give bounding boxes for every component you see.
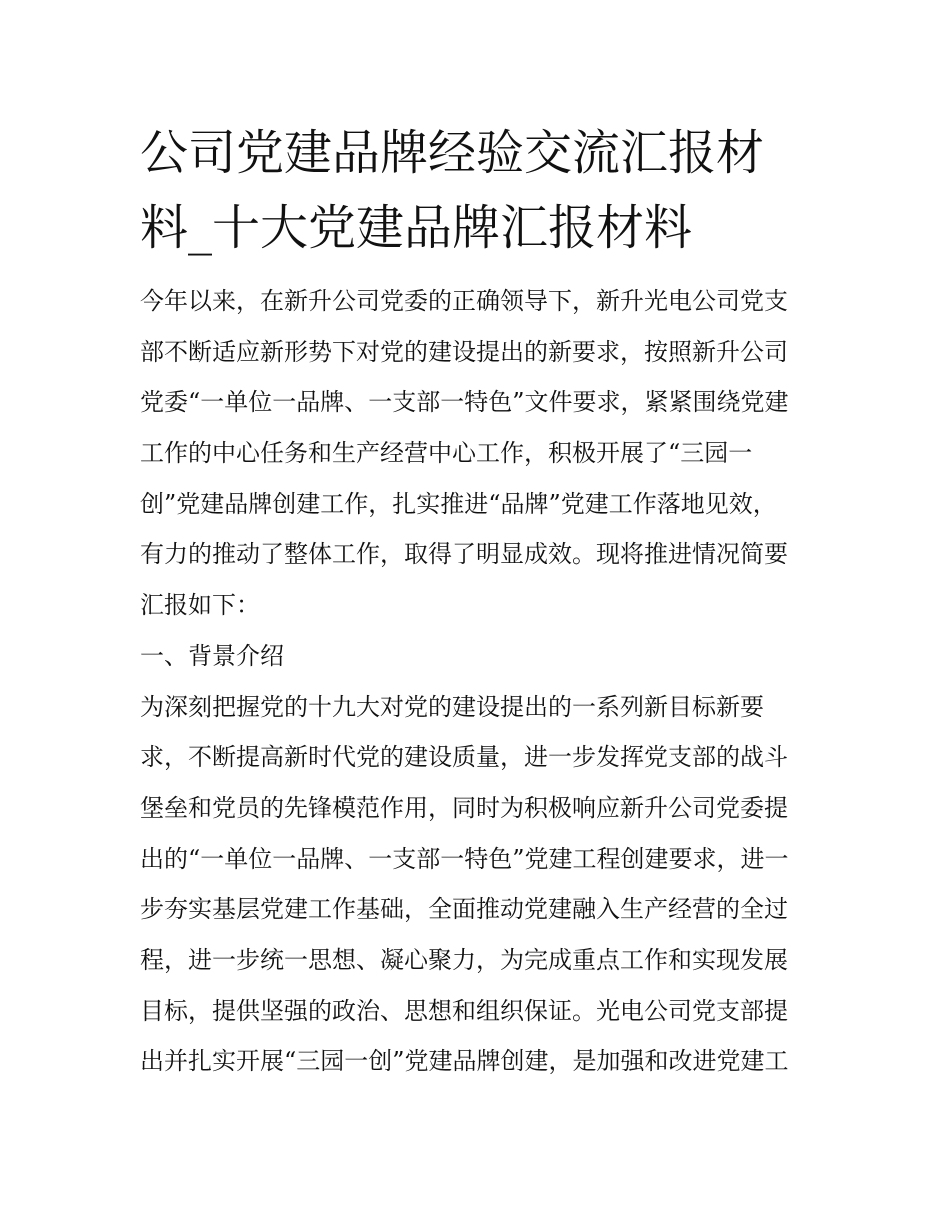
body-line: 程，进一步统一思想、凝心聚力，为完成重点工作和实现发展 [140,945,788,974]
body-line: 步夯实基层党建工作基础，全面推动党建融入生产经营的全过 [140,895,788,924]
body-line: 工作的中心任务和生产经营中心工作，积极开展了“三园一 [140,439,753,468]
body-line: 党委“一单位一品牌、一支部一特色”文件要求，紧紧围绕党建 [140,388,789,417]
document-body [140,276,830,1087]
section-heading: 一、背景介绍 [140,641,284,670]
title-line-1: 公司党建品牌经验交流汇报材 [140,125,765,181]
body-line: 为深刻把握党的十九大对党的建设提出的一系列新目标新要 [140,692,764,721]
body-line: 有力的推动了整体工作，取得了明显成效。现将推进情况简要 [140,540,788,569]
body-line: 今年以来，在新升公司党委的正确领导下，新升光电公司党支 [140,287,788,315]
document-title [140,116,820,266]
body-line: 目标，提供坚强的政治、思想和组织保证。光电公司党支部提 [140,996,788,1025]
body-line: 创”党建品牌创建工作，扎实推进“品牌”党建工作落地见效， [140,489,777,518]
body-line: 堡垒和党员的先锋模范作用，同时为积极响应新升公司党委提 [140,793,788,822]
body-line: 出的“一单位一品牌、一支部一特色”党建工程创建要求，进一 [140,844,789,873]
body-line: 求，不断提高新时代党的建设质量，进一步发挥党支部的战斗 [140,743,788,772]
body-line: 部不断适应新形势下对党的建设提出的新要求，按照新升公司 [140,337,788,366]
title-line-2: 料_十大党建品牌汇报材料 [140,200,693,256]
body-line: 出并扎实开展“三园一创”党建品牌创建，是加强和改进党建工 [140,1047,789,1076]
body-line: 汇报如下： [140,591,260,620]
